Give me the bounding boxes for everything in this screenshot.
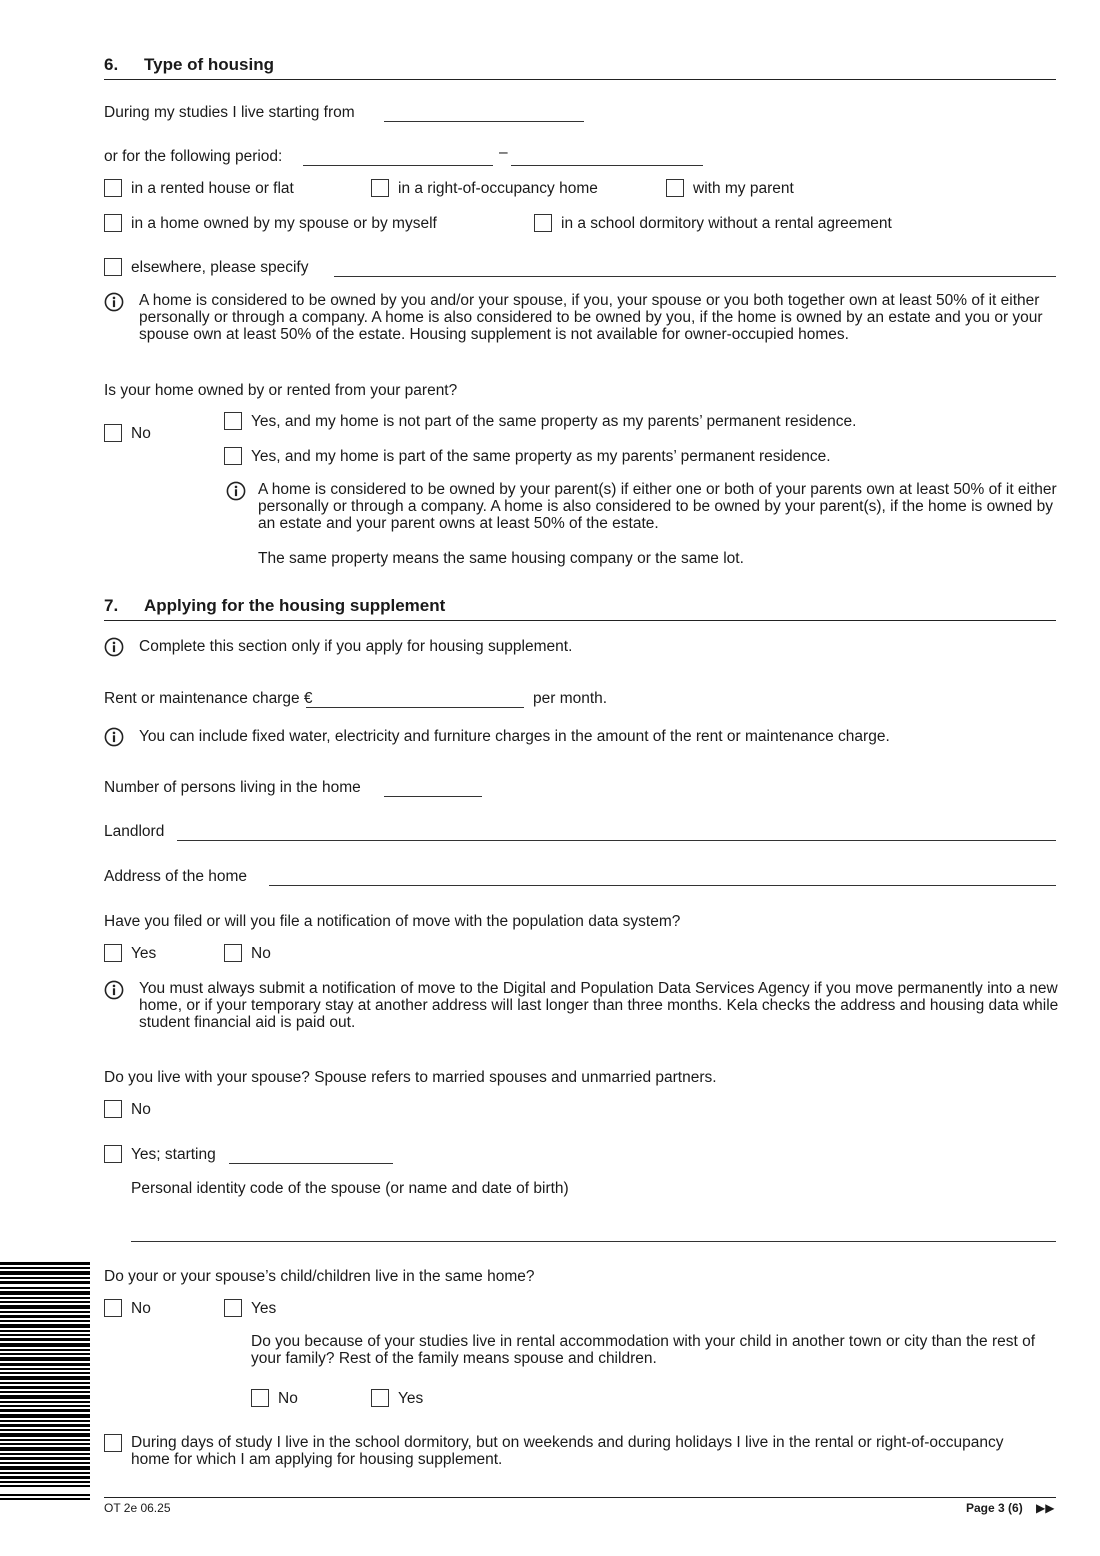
- elsewhere-field[interactable]: [334, 276, 1056, 277]
- page-number: Page 3 (6): [966, 1501, 1023, 1515]
- info-move-text: You must always submit a notification of move to the Digital and Population Data Services Agency if you move permanently into a new home, or if your temporary stay at another address will last longer than three months. Kela checks the address and housing data while student financial aid is paid out.: [139, 980, 1059, 1031]
- section6-title: Type of housing: [144, 55, 275, 74]
- period-label: or for the following period:: [104, 148, 283, 165]
- form-code: OT 2e 06.25: [104, 1501, 171, 1515]
- owned-home-label: in a home owned by my spouse or by myself: [131, 215, 437, 232]
- footer-rule: [104, 1497, 1056, 1498]
- dormitory-statement-text: During days of study I live in the school dormitory, but on weekends and during holidays I live in the rental or right-of-occupancy home for which I am applying for housing supplement.: [131, 1434, 1004, 1468]
- live-starting-label: During my studies I live starting from: [104, 104, 355, 121]
- rental-question: Do you because of your studies live in rental accommodation with your child in another town or city than the rest of your family? Rest of the family means spouse and children.: [251, 1333, 1036, 1367]
- landlord-label: Landlord: [104, 823, 165, 840]
- children-no-checkbox[interactable]: [104, 1299, 122, 1317]
- move-question: Have you filed or will you file a notification of move with the population data system?: [104, 913, 681, 930]
- spouse-yes-checkbox[interactable]: [104, 1145, 122, 1163]
- spouse-starting-field[interactable]: [229, 1163, 393, 1164]
- rent-field[interactable]: [306, 707, 524, 708]
- rental-yes-checkbox[interactable]: [371, 1389, 389, 1407]
- live-starting-field[interactable]: [384, 121, 584, 122]
- school-dormitory-checkbox[interactable]: [534, 214, 552, 232]
- rented-house-label: in a rented house or flat: [131, 180, 294, 197]
- info-icon: [226, 481, 246, 501]
- rented-house-checkbox[interactable]: [104, 179, 122, 197]
- spouse-question: Do you live with your spouse? Spouse refers to married spouses and unmarried partners.: [104, 1069, 717, 1086]
- with-parent-label: with my parent: [693, 180, 794, 197]
- elsewhere-checkbox[interactable]: [104, 258, 122, 276]
- parent-no-label: No: [131, 425, 151, 442]
- dormitory-statement-checkbox[interactable]: [104, 1434, 122, 1452]
- right-of-occupancy-label: in a right-of-occupancy home: [398, 180, 598, 197]
- rental-no-label: No: [278, 1390, 298, 1407]
- parent-yes-not-same-label: Yes, and my home is not part of the same property as my parents’ permanent residence.: [251, 413, 857, 430]
- children-no-label: No: [131, 1300, 151, 1317]
- rental-yes-label: Yes: [398, 1390, 424, 1407]
- children-question: Do your or your spouse’s child/children live in the same home?: [104, 1268, 535, 1285]
- info-icon: [104, 980, 124, 1000]
- section7-rule: [104, 620, 1056, 621]
- move-no-label: No: [251, 945, 271, 962]
- info-rent-text: You can include fixed water, electricity and furniture charges in the amount of the rent or maintenance charge.: [139, 728, 890, 745]
- spouse-id-field[interactable]: [131, 1241, 1056, 1242]
- period-start-field[interactable]: [303, 165, 493, 166]
- rent-label: Rent or maintenance charge €: [104, 690, 313, 707]
- children-yes-checkbox[interactable]: [224, 1299, 242, 1317]
- persons-label: Number of persons living in the home: [104, 779, 361, 796]
- next-page-icon: ▶▶: [1036, 1501, 1055, 1515]
- section6-rule: [104, 79, 1056, 80]
- info-icon: [104, 727, 124, 747]
- address-field[interactable]: [269, 885, 1056, 886]
- spouse-id-label: Personal identity code of the spouse (or name and date of birth): [131, 1180, 569, 1197]
- info-ownership-text: A home is considered to be owned by you and/or your spouse, if you, your spouse or you both together own at least 50% of it either personally or through a company. A home is also considered to be owned by you, if the home is owned by an estate and you or your spouse own at least 50% of the estate. Housing supplement is not available for owner-occupied homes.: [139, 292, 1043, 343]
- move-no-checkbox[interactable]: [224, 944, 242, 962]
- period-end-field[interactable]: [511, 165, 703, 166]
- period-dash: –: [499, 144, 508, 161]
- section7-title: Applying for the housing supplement: [144, 596, 446, 615]
- rental-no-checkbox[interactable]: [251, 1389, 269, 1407]
- info-parent-ownership-text: A home is considered to be owned by your parent(s) if either one or both of your parents own at least 50% of it either personally or through a company. A home is also considered to be owned by your parent(s), if the home is owned by an estate and your parent owns at least 50% of the estate.: [258, 481, 1057, 532]
- right-of-occupancy-checkbox[interactable]: [371, 179, 389, 197]
- children-yes-label: Yes: [251, 1300, 277, 1317]
- move-yes-label: Yes: [131, 945, 157, 962]
- parent-yes-same-label: Yes, and my home is part of the same property as my parents’ permanent residence.: [251, 448, 831, 465]
- info-complete-text: Complete this section only if you apply for housing supplement.: [139, 638, 573, 655]
- barcode: [0, 1262, 95, 1502]
- section7-number: 7.: [104, 596, 119, 615]
- move-yes-checkbox[interactable]: [104, 944, 122, 962]
- landlord-field[interactable]: [177, 840, 1056, 841]
- per-month-label: per month.: [533, 690, 608, 707]
- parent-yes-same-checkbox[interactable]: [224, 447, 242, 465]
- spouse-yes-label: Yes; starting: [131, 1146, 216, 1163]
- section6-number: 6.: [104, 55, 119, 74]
- school-dormitory-label: in a school dormitory without a rental agreement: [561, 215, 892, 232]
- elsewhere-label: elsewhere, please specify: [131, 259, 309, 276]
- owned-home-checkbox[interactable]: [104, 214, 122, 232]
- same-property-note: The same property means the same housing company or the same lot.: [258, 550, 744, 567]
- address-label: Address of the home: [104, 868, 248, 885]
- spouse-no-checkbox[interactable]: [104, 1100, 122, 1118]
- persons-field[interactable]: [384, 796, 482, 797]
- parent-no-checkbox[interactable]: [104, 424, 122, 442]
- parent-yes-not-same-checkbox[interactable]: [224, 412, 242, 430]
- spouse-no-label: No: [131, 1101, 151, 1118]
- parent-question: Is your home owned by or rented from your parent?: [104, 382, 458, 399]
- info-icon: [104, 637, 124, 657]
- with-parent-checkbox[interactable]: [666, 179, 684, 197]
- info-icon: [104, 292, 124, 312]
